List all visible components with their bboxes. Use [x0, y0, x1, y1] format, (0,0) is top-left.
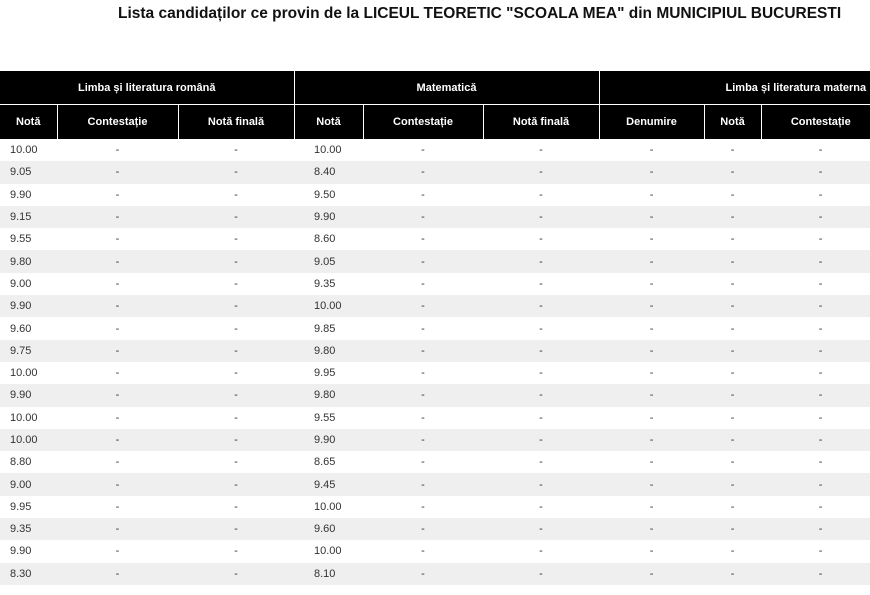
nota-finala-matematica-cell: - [483, 206, 599, 228]
column-header-nota-matematica[interactable]: Notă [294, 105, 363, 140]
nota-finala-romana-cell: - [178, 317, 294, 339]
nota-finala-romana-cell: - [178, 228, 294, 250]
nota-finala-matematica-cell: - [483, 139, 599, 161]
nota-romana-cell: 9.00 [0, 273, 57, 295]
contestatie-matematica-cell: - [363, 451, 483, 473]
contestatie-materna-cell: - [761, 161, 870, 183]
nota-materna-cell: - [704, 295, 761, 317]
contestatie-materna-cell: - [761, 429, 870, 451]
column-header-contestatie-romana[interactable]: Contestație [57, 105, 178, 140]
nota-matematica-cell: 9.35 [294, 273, 363, 295]
nota-matematica-cell: 10.00 [294, 496, 363, 518]
nota-romana-cell: 9.90 [0, 184, 57, 206]
nota-matematica-cell: 9.80 [294, 384, 363, 406]
nota-finala-matematica-cell: - [483, 184, 599, 206]
denumire-materna-cell: - [599, 250, 704, 272]
nota-romana-cell: 9.60 [0, 317, 57, 339]
contestatie-materna-cell: - [761, 496, 870, 518]
contestatie-matematica-cell: - [363, 206, 483, 228]
contestatie-matematica-cell: - [363, 429, 483, 451]
contestatie-materna-cell: - [761, 451, 870, 473]
nota-finala-romana-cell: - [178, 540, 294, 562]
nota-romana-cell: 8.80 [0, 451, 57, 473]
denumire-materna-cell: - [599, 295, 704, 317]
nota-materna-cell: - [704, 563, 761, 585]
nota-finala-romana-cell: - [178, 362, 294, 384]
nota-finala-romana-cell: - [178, 429, 294, 451]
table-row [0, 362, 870, 384]
nota-materna-cell: - [704, 161, 761, 183]
nota-finala-matematica-cell: - [483, 295, 599, 317]
nota-materna-cell: - [704, 362, 761, 384]
contestatie-romana-cell: - [57, 451, 178, 473]
denumire-materna-cell: - [599, 362, 704, 384]
nota-materna-cell: - [704, 473, 761, 495]
nota-finala-romana-cell: - [178, 139, 294, 161]
contestatie-romana-cell: - [57, 518, 178, 540]
denumire-materna-cell: - [599, 384, 704, 406]
nota-finala-romana-cell: - [178, 161, 294, 183]
table-row [0, 496, 870, 518]
contestatie-matematica-cell: - [363, 340, 483, 362]
nota-romana-cell: 9.95 [0, 496, 57, 518]
contestatie-romana-cell: - [57, 429, 178, 451]
contestatie-romana-cell: - [57, 540, 178, 562]
denumire-materna-cell: - [599, 161, 704, 183]
contestatie-matematica-cell: - [363, 563, 483, 585]
denumire-materna-cell: - [599, 496, 704, 518]
group-header-limba-materna: Limba și literatura materna [599, 71, 870, 105]
contestatie-romana-cell: - [57, 473, 178, 495]
denumire-materna-cell: - [599, 407, 704, 429]
contestatie-materna-cell: - [761, 473, 870, 495]
table-row [0, 295, 870, 317]
nota-matematica-cell: 8.40 [294, 161, 363, 183]
nota-romana-cell: 9.80 [0, 250, 57, 272]
contestatie-matematica-cell: - [363, 317, 483, 339]
denumire-materna-cell: - [599, 184, 704, 206]
nota-romana-cell: 9.90 [0, 295, 57, 317]
nota-finala-romana-cell: - [178, 563, 294, 585]
nota-romana-cell: 10.00 [0, 139, 57, 161]
contestatie-materna-cell: - [761, 139, 870, 161]
nota-romana-cell: 9.15 [0, 206, 57, 228]
denumire-materna-cell: - [599, 139, 704, 161]
contestatie-romana-cell: - [57, 384, 178, 406]
table-row [0, 139, 870, 161]
nota-finala-matematica-cell: - [483, 407, 599, 429]
nota-matematica-cell: 9.55 [294, 407, 363, 429]
nota-finala-romana-cell: - [178, 451, 294, 473]
nota-finala-matematica-cell: - [483, 228, 599, 250]
table-row [0, 518, 870, 540]
page-title: Lista candidaților ce provin de la LICEUL TEORETIC "SCOALA MEA" din MUNICIPIUL BUCURESTI [118, 5, 842, 22]
table-row [0, 317, 870, 339]
nota-matematica-cell: 9.85 [294, 317, 363, 339]
contestatie-materna-cell: - [761, 250, 870, 272]
nota-romana-cell: 9.05 [0, 161, 57, 183]
contestatie-romana-cell: - [57, 184, 178, 206]
contestatie-romana-cell: - [57, 317, 178, 339]
nota-finala-romana-cell: - [178, 206, 294, 228]
column-header-nota-finala-matematica[interactable]: Notă finală [483, 105, 599, 140]
contestatie-matematica-cell: - [363, 496, 483, 518]
denumire-materna-cell: - [599, 473, 704, 495]
results-table [0, 71, 870, 585]
table-row [0, 563, 870, 585]
nota-materna-cell: - [704, 273, 761, 295]
table-row [0, 161, 870, 183]
nota-finala-romana-cell: - [178, 496, 294, 518]
table-row [0, 451, 870, 473]
contestatie-matematica-cell: - [363, 184, 483, 206]
nota-materna-cell: - [704, 228, 761, 250]
contestatie-materna-cell: - [761, 518, 870, 540]
nota-finala-romana-cell: - [178, 384, 294, 406]
nota-finala-romana-cell: - [178, 407, 294, 429]
group-header-row [0, 71, 870, 105]
column-header-nota-materna[interactable]: Notă [704, 105, 761, 140]
contestatie-matematica-cell: - [363, 518, 483, 540]
denumire-materna-cell: - [599, 518, 704, 540]
contestatie-matematica-cell: - [363, 295, 483, 317]
column-header-denumire-materna[interactable]: Denumire [599, 105, 704, 140]
column-header-row [0, 105, 870, 140]
contestatie-matematica-cell: - [363, 473, 483, 495]
table-row [0, 340, 870, 362]
nota-romana-cell: 9.90 [0, 540, 57, 562]
denumire-materna-cell: - [599, 340, 704, 362]
table-row [0, 407, 870, 429]
nota-finala-matematica-cell: - [483, 540, 599, 562]
column-header-nota-romana[interactable]: Notă [0, 105, 57, 140]
denumire-materna-cell: - [599, 540, 704, 562]
contestatie-matematica-cell: - [363, 362, 483, 384]
nota-finala-romana-cell: - [178, 250, 294, 272]
column-header-nota-finala-romana[interactable]: Notă finală [178, 105, 294, 140]
results-table-body [0, 139, 870, 585]
nota-romana-cell: 10.00 [0, 429, 57, 451]
table-row [0, 250, 870, 272]
denumire-materna-cell: - [599, 563, 704, 585]
contestatie-materna-cell: - [761, 362, 870, 384]
contestatie-materna-cell: - [761, 384, 870, 406]
nota-materna-cell: - [704, 384, 761, 406]
contestatie-matematica-cell: - [363, 407, 483, 429]
nota-finala-romana-cell: - [178, 340, 294, 362]
nota-materna-cell: - [704, 407, 761, 429]
nota-finala-matematica-cell: - [483, 384, 599, 406]
contestatie-materna-cell: - [761, 563, 870, 585]
nota-finala-matematica-cell: - [483, 317, 599, 339]
nota-materna-cell: - [704, 184, 761, 206]
contestatie-matematica-cell: - [363, 161, 483, 183]
nota-matematica-cell: 9.60 [294, 518, 363, 540]
denumire-materna-cell: - [599, 317, 704, 339]
nota-matematica-cell: 9.45 [294, 473, 363, 495]
contestatie-romana-cell: - [57, 563, 178, 585]
nota-materna-cell: - [704, 496, 761, 518]
table-row [0, 228, 870, 250]
nota-finala-matematica-cell: - [483, 518, 599, 540]
table-row [0, 206, 870, 228]
nota-finala-matematica-cell: - [483, 563, 599, 585]
nota-matematica-cell: 9.05 [294, 250, 363, 272]
contestatie-matematica-cell: - [363, 273, 483, 295]
nota-materna-cell: - [704, 250, 761, 272]
nota-romana-cell: 9.00 [0, 473, 57, 495]
nota-finala-matematica-cell: - [483, 161, 599, 183]
denumire-materna-cell: - [599, 451, 704, 473]
nota-matematica-cell: 9.50 [294, 184, 363, 206]
nota-matematica-cell: 8.60 [294, 228, 363, 250]
contestatie-matematica-cell: - [363, 228, 483, 250]
nota-materna-cell: - [704, 429, 761, 451]
contestatie-matematica-cell: - [363, 540, 483, 562]
contestatie-materna-cell: - [761, 407, 870, 429]
nota-materna-cell: - [704, 317, 761, 339]
contestatie-romana-cell: - [57, 206, 178, 228]
nota-materna-cell: - [704, 540, 761, 562]
nota-romana-cell: 9.90 [0, 384, 57, 406]
contestatie-romana-cell: - [57, 496, 178, 518]
nota-finala-romana-cell: - [178, 518, 294, 540]
nota-matematica-cell: 10.00 [294, 139, 363, 161]
contestatie-romana-cell: - [57, 139, 178, 161]
nota-matematica-cell: 9.90 [294, 429, 363, 451]
table-row [0, 429, 870, 451]
nota-romana-cell: 10.00 [0, 362, 57, 384]
group-header-romana: Limba și literatura română [0, 71, 294, 105]
contestatie-matematica-cell: - [363, 139, 483, 161]
nota-finala-matematica-cell: - [483, 473, 599, 495]
contestatie-materna-cell: - [761, 340, 870, 362]
nota-romana-cell: 10.00 [0, 407, 57, 429]
nota-finala-romana-cell: - [178, 184, 294, 206]
denumire-materna-cell: - [599, 273, 704, 295]
table-row [0, 473, 870, 495]
nota-matematica-cell: 8.65 [294, 451, 363, 473]
contestatie-romana-cell: - [57, 273, 178, 295]
column-header-contestatie-materna[interactable]: Contestație [761, 105, 870, 140]
nota-finala-romana-cell: - [178, 473, 294, 495]
nota-finala-romana-cell: - [178, 295, 294, 317]
nota-materna-cell: - [704, 451, 761, 473]
nota-romana-cell: 9.35 [0, 518, 57, 540]
nota-materna-cell: - [704, 340, 761, 362]
nota-finala-matematica-cell: - [483, 429, 599, 451]
contestatie-romana-cell: - [57, 340, 178, 362]
nota-finala-matematica-cell: - [483, 496, 599, 518]
nota-matematica-cell: 10.00 [294, 295, 363, 317]
contestatie-romana-cell: - [57, 362, 178, 384]
contestatie-materna-cell: - [761, 273, 870, 295]
contestatie-materna-cell: - [761, 295, 870, 317]
contestatie-romana-cell: - [57, 295, 178, 317]
contestatie-materna-cell: - [761, 206, 870, 228]
nota-finala-matematica-cell: - [483, 273, 599, 295]
table-row [0, 184, 870, 206]
nota-matematica-cell: 9.95 [294, 362, 363, 384]
nota-finala-matematica-cell: - [483, 362, 599, 384]
table-row [0, 384, 870, 406]
nota-matematica-cell: 8.10 [294, 563, 363, 585]
contestatie-materna-cell: - [761, 184, 870, 206]
contestatie-romana-cell: - [57, 161, 178, 183]
nota-finala-matematica-cell: - [483, 250, 599, 272]
contestatie-materna-cell: - [761, 317, 870, 339]
nota-romana-cell: 8.30 [0, 563, 57, 585]
contestatie-materna-cell: - [761, 540, 870, 562]
denumire-materna-cell: - [599, 206, 704, 228]
nota-matematica-cell: 9.80 [294, 340, 363, 362]
contestatie-romana-cell: - [57, 228, 178, 250]
nota-matematica-cell: 9.90 [294, 206, 363, 228]
contestatie-matematica-cell: - [363, 384, 483, 406]
nota-materna-cell: - [704, 518, 761, 540]
contestatie-romana-cell: - [57, 407, 178, 429]
nota-romana-cell: 9.55 [0, 228, 57, 250]
denumire-materna-cell: - [599, 228, 704, 250]
denumire-materna-cell: - [599, 429, 704, 451]
group-header-matematica: Matematică [294, 71, 599, 105]
nota-materna-cell: - [704, 139, 761, 161]
nota-finala-romana-cell: - [178, 273, 294, 295]
column-header-contestatie-matematica[interactable]: Contestație [363, 105, 483, 140]
contestatie-romana-cell: - [57, 250, 178, 272]
contestatie-matematica-cell: - [363, 250, 483, 272]
nota-finala-matematica-cell: - [483, 340, 599, 362]
nota-materna-cell: - [704, 206, 761, 228]
table-row [0, 273, 870, 295]
contestatie-materna-cell: - [761, 228, 870, 250]
nota-finala-matematica-cell: - [483, 451, 599, 473]
nota-matematica-cell: 10.00 [294, 540, 363, 562]
table-row [0, 540, 870, 562]
nota-romana-cell: 9.75 [0, 340, 57, 362]
